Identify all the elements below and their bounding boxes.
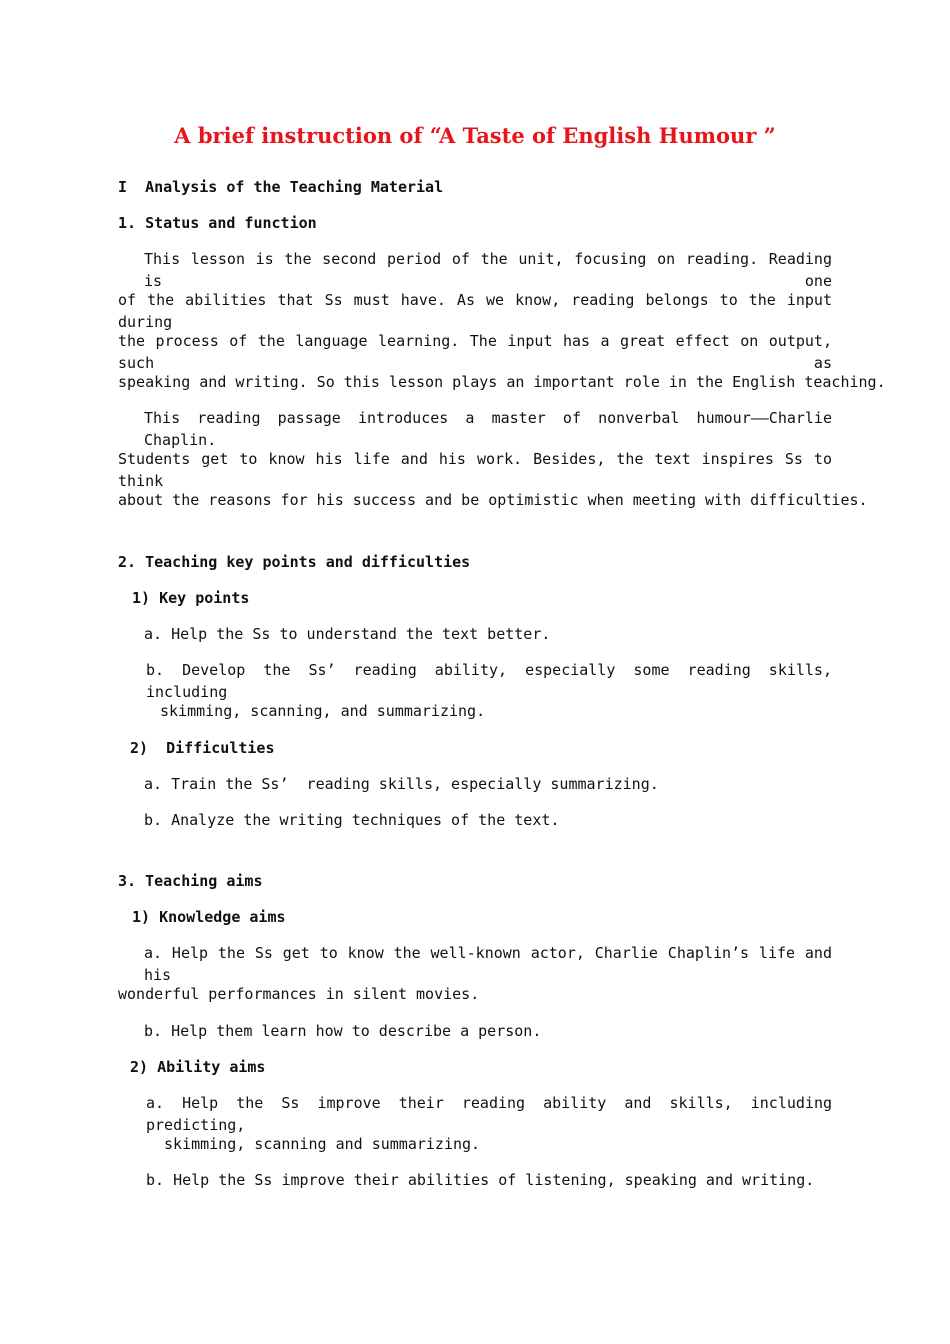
list-item-continuation: wonderful performances in silent movies. <box>118 985 480 1003</box>
list-item-continuation: skimming, scanning and summarizing. <box>164 1135 481 1153</box>
document-title: A brief instruction of “A Taste of English Humour ” <box>174 123 776 148</box>
list-item: a. Help the Ss to understand the text better. <box>144 625 551 643</box>
section-heading-analysis: I Analysis of the Teaching Material <box>118 178 444 196</box>
list-item: b. Help the Ss improve their abilities of listening, speaking and writing. <box>146 1171 815 1189</box>
list-item: a. Help the Ss get to know the well-known actor, Charlie Chaplin’s life and his <box>144 944 832 984</box>
list-item-continuation: skimming, scanning, and summarizing. <box>160 702 486 720</box>
paragraph-line: This lesson is the second period of the unit, focusing on reading. Reading is one <box>144 250 832 290</box>
paragraph-line: of the abilities that Ss must have. As we know, reading belongs to the input during <box>118 291 832 331</box>
list-item: b. Analyze the writing techniques of the text. <box>144 811 560 829</box>
list-item: a. Train the Ss’ reading skills, especially summarizing. <box>144 775 659 793</box>
paragraph-line: Students get to know his life and his work. Besides, the text inspires Ss to think <box>118 450 832 490</box>
paragraph-line: speaking and writing. So this lesson plays an important role in the English teaching. <box>118 373 886 391</box>
section-heading-key-points: 2. Teaching key points and difficulties <box>118 553 471 571</box>
list-item: b. Help them learn how to describe a person. <box>144 1022 542 1040</box>
subheading-ability-aims: 2) Ability aims <box>130 1058 266 1076</box>
list-item: b. Develop the Ss’ reading ability, especially some reading skills, including <box>146 661 832 701</box>
paragraph-line: the process of the language learning. The input has a great effect on output, such as <box>118 332 832 372</box>
paragraph-line: This reading passage introduces a master of nonverbal humour——Charlie Chaplin. <box>144 409 832 449</box>
subheading-status-function: 1. Status and function <box>118 214 317 232</box>
subheading-key-points: 1) Key points <box>132 589 250 607</box>
subheading-difficulties: 2) Difficulties <box>130 739 275 757</box>
section-heading-teaching-aims: 3. Teaching aims <box>118 872 263 890</box>
subheading-knowledge-aims: 1) Knowledge aims <box>132 908 286 926</box>
list-item: a. Help the Ss improve their reading ability and skills, including predicting, <box>146 1094 832 1134</box>
paragraph-line: about the reasons for his success and be optimistic when meeting with difficulties. <box>118 491 868 509</box>
